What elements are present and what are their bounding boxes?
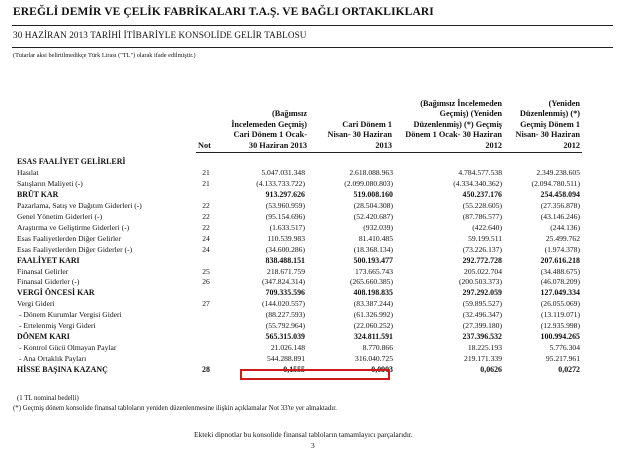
row-note: 22 (202, 211, 210, 221)
cell-current-6m: (55.792.964) (265, 321, 305, 331)
row-label: DÖNEM KARI (17, 332, 70, 342)
cell-current-6m: (1.633.517) (269, 222, 305, 232)
cell-current-3m: (265.660.385) (349, 277, 393, 287)
cell-prior-3m: 100.994.265 (540, 332, 580, 342)
row-note: 26 (202, 277, 210, 287)
cell-prior-6m: (200.503.373) (458, 277, 502, 287)
cell-prior-3m: (13.119.071) (541, 310, 580, 320)
cell-current-3m: 8.770.866 (362, 343, 393, 353)
table-row (0, 288, 623, 299)
cell-prior-3m: 127.049.334 (540, 288, 580, 298)
cell-current-3m: 81.410.485 (358, 233, 393, 243)
cell-current-3m: (52.420.687) (353, 211, 393, 221)
row-note: 21 (202, 178, 210, 188)
cell-prior-6m: (32.496.347) (462, 310, 502, 320)
cell-current-6m: 565.315.039 (265, 332, 305, 342)
cell-prior-6m: (59.895.527) (462, 299, 502, 309)
cell-current-6m: 21.026.148 (270, 343, 305, 353)
highlight-box (240, 369, 390, 380)
row-note: 25 (202, 266, 210, 276)
cell-prior-3m: (27.356.878) (540, 200, 580, 210)
cell-prior-6m: (422.640) (472, 222, 502, 232)
cell-current-6m: (95.154.696) (265, 211, 305, 221)
cell-prior-6m: (55.228.605) (462, 200, 502, 210)
document-subtitle: 30 HAZİRAN 2013 TARİHİ İTİBARİYLE KONSOLİDE GELİR TABLOSU (13, 30, 307, 40)
cell-prior-3m: 95.217.961 (545, 354, 580, 364)
row-note: 24 (202, 233, 210, 243)
table-row (0, 343, 623, 354)
cell-prior-3m: (12.935.998) (540, 321, 580, 331)
cell-current-3m: (18.368.134) (353, 244, 393, 254)
row-label: - Ana Ortaklık Payları (19, 354, 87, 364)
cell-prior-6m: 292.772.728 (462, 255, 502, 265)
cell-prior-6m: (27.399.180) (462, 321, 502, 331)
page-number: 3 (311, 441, 315, 450)
row-label: Hasılat (17, 167, 39, 177)
cell-current-3m: 500.193.477 (353, 255, 393, 265)
table-row (0, 321, 623, 332)
cell-prior-3m: (1.974.378) (544, 244, 580, 254)
cell-prior-3m: 0,0272 (558, 365, 580, 375)
cell-prior-3m: (244.136) (550, 222, 580, 232)
subtitle-rule (12, 47, 613, 48)
table-row (0, 179, 623, 190)
cell-prior-6m: 219.171.339 (464, 354, 502, 364)
table-row (0, 157, 623, 168)
cell-prior-3m: (34.488.675) (540, 266, 580, 276)
cell-current-6m: 110.539.983 (267, 233, 305, 243)
cell-prior-3m: 5.776.304 (549, 343, 580, 353)
cell-current-3m: 0,0903 (371, 365, 393, 375)
cell-current-6m: 838.488.151 (265, 255, 305, 265)
row-label: ESAS FAALİYET GELİRLERİ (17, 157, 126, 166)
cell-prior-3m: (43.146.246) (540, 211, 580, 221)
cell-current-3m: 316.040.725 (355, 354, 393, 364)
cell-current-3m: (22.060.252) (353, 321, 393, 331)
cell-prior-3m: 254.458.094 (540, 189, 580, 199)
table-row (0, 223, 623, 234)
row-label: Vergi Gideri (17, 299, 55, 309)
row-note: 22 (202, 200, 210, 210)
cell-current-6m: (144.020.557) (261, 299, 305, 309)
cell-prior-3m: (46.078.209) (540, 277, 580, 287)
row-note: 21 (202, 167, 210, 177)
row-label: - Kontrol Gücü Olmayan Paylar (19, 343, 117, 353)
row-note: 27 (202, 299, 210, 309)
cell-current-6m: 709.335.596 (265, 288, 305, 298)
row-label: Finansal Giderler (-) (17, 277, 80, 287)
table-row (0, 212, 623, 223)
cell-prior-6m: 205.022.704 (464, 266, 502, 276)
cell-current-6m: (347.824.314) (261, 277, 305, 287)
cell-current-3m: 408.198.835 (353, 288, 393, 298)
row-label: Araştırma ve Geliştirme Giderleri (-) (17, 222, 130, 232)
row-label: - Ertelenmiş Vergi Gideri (19, 321, 96, 331)
cell-prior-3m: 207.616.218 (540, 255, 580, 265)
row-label: Pazarlama, Satış ve Dağıtım Giderleri (-) (17, 200, 142, 210)
cell-current-3m: (2.099.080.803) (344, 178, 393, 188)
cell-prior-6m: 450.237.176 (462, 189, 502, 199)
row-label: BRÜT KAR (17, 189, 59, 199)
row-label: Finansal Gelirler (17, 266, 69, 276)
row-label: Esas Faaliyetlerden Diğer Giderler (-) (17, 244, 133, 254)
cell-current-6m: (4.133.733.722) (256, 178, 305, 188)
table-row (0, 168, 623, 179)
cell-current-6m: 0,1555 (283, 365, 305, 375)
cell-prior-3m: 25.499.762 (545, 233, 580, 243)
table-row (0, 201, 623, 212)
table-row (0, 267, 623, 278)
footnote-restated: (*) Geçmiş dönem konsolide finansal tabloların yeniden düzenlenmesine ilişkin açıklamalar Not 33'te yer almaktadır. (13, 405, 337, 412)
cell-prior-6m: 0,0626 (480, 365, 502, 375)
header-not: Not (198, 141, 211, 150)
table-row (0, 234, 623, 245)
row-label: HİSSE BAŞINA KAZANÇ (17, 365, 108, 375)
header-col3 (402, 67, 502, 151)
table-row (0, 190, 623, 201)
cell-current-6m: 218.671.759 (267, 266, 305, 276)
currency-note: (Tutarlar aksi belirtilmedikçe Türk Lirası ("TL") olarak ifade edilmiştir.) (13, 52, 196, 59)
row-note: 22 (202, 222, 210, 232)
table-row (0, 277, 623, 288)
header-col1 (227, 77, 307, 151)
cell-prior-3m: 2.349.238.605 (536, 167, 580, 177)
cell-current-6m: (34.600.286) (265, 244, 305, 254)
header-col4-text: (Yeniden Düzenlenmiş) (*) Geçmiş Dönem 1 Nisan- 30 Haziran 2012 (515, 98, 580, 150)
row-label: Esas Faaliyetlerden Diğer Gelirler (17, 233, 121, 243)
cell-current-6m: 5.047.031.348 (261, 167, 305, 177)
cell-prior-6m: (73.226.137) (462, 244, 502, 254)
title-rule (12, 25, 613, 26)
footnote-nominal: (1 TL nominal bedelli) (17, 395, 79, 402)
cell-current-3m: (61.326.992) (353, 310, 393, 320)
cell-current-3m: (83.387.244) (353, 299, 393, 309)
document-title: EREĞLİ DEMİR VE ÇELİK FABRİKALARI T.A.Ş. VE BAĞLI ORTAKLIKLARI (13, 6, 434, 18)
cell-prior-6m: 59.199.511 (468, 233, 502, 243)
header-underline (196, 152, 582, 153)
table-row (0, 256, 623, 267)
table-row (0, 332, 623, 343)
table-row (0, 299, 623, 310)
cell-current-3m: (932.039) (363, 222, 393, 232)
table-row (0, 310, 623, 321)
header-col1-text: (Bağımsız İncelemeden Geçmiş) Cari Dönem 1 Ocak- 30 Haziran 2013 (231, 109, 307, 150)
row-label: FAALİYET KARI (17, 255, 80, 265)
cell-current-3m: 173.665.743 (355, 266, 393, 276)
cell-current-3m: (28.504.308) (353, 200, 393, 210)
cell-current-3m: 519.008.160 (353, 189, 393, 199)
cell-current-3m: 2.618.088.963 (349, 167, 393, 177)
cell-prior-3m: (2.094.780.511) (531, 178, 580, 188)
cell-current-6m: 913.297.626 (265, 189, 305, 199)
header-col2 (317, 77, 392, 151)
cell-prior-6m: (4.334.340.362) (453, 178, 502, 188)
cell-prior-6m: 297.292.059 (462, 288, 502, 298)
cell-prior-6m: 4.784.577.538 (458, 167, 502, 177)
cell-prior-3m: (26.055.069) (540, 299, 580, 309)
cell-prior-6m: 18.225.193 (467, 343, 502, 353)
cell-current-6m: 544.288.891 (267, 354, 305, 364)
table-row (0, 245, 623, 256)
row-note: 28 (202, 365, 210, 375)
row-note: 24 (202, 244, 210, 254)
header-col2-text: Cari Dönem 1 Nisan- 30 Haziran 2013 (327, 119, 392, 150)
table-row (0, 354, 623, 365)
row-label: - Dönem Kurumlar Vergisi Gideri (19, 310, 122, 320)
cell-current-6m: (53.960.959) (265, 200, 305, 210)
row-label: VERGİ ÖNCESİ KAR (17, 288, 95, 298)
cell-prior-6m: 237.396.532 (462, 332, 502, 342)
cell-current-6m: (88.227.593) (265, 310, 305, 320)
cell-current-3m: 324.811.591 (353, 332, 393, 342)
footnote-integral: Ekteki dipnotlar bu konsolide finansal tabloların tamamlayıcı parçalarıdır. (194, 430, 413, 439)
row-label: Genel Yönetim Giderleri (-) (17, 211, 103, 221)
header-col4 (500, 77, 580, 151)
row-label: Satışların Maliyeti (-) (17, 178, 83, 188)
cell-prior-6m: (87.786.577) (462, 211, 502, 221)
header-col3-text: (Bağımsız İncelemeden Geçmiş) (Yeniden Düzenlenmiş) (*) Geçmiş Dönem 1 Ocak- 30 Haziran 2012 (405, 98, 502, 150)
